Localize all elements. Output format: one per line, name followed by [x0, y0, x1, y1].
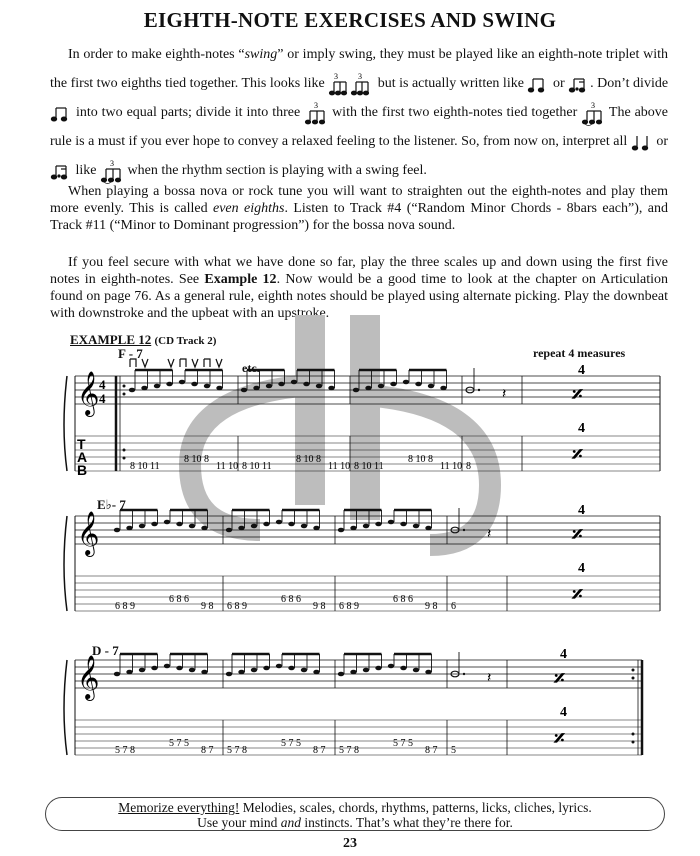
note-head — [403, 380, 409, 385]
text: . Now would be a good time to look at the chapter on Articulation found on page 76. As a general rule, eighth notes should be played using alternate picking. Play the downbeat with downstroke and the upbeat with an upstroke. — [50, 272, 669, 321]
note-head — [176, 522, 182, 527]
tab-numbers-low: 11 10 — [216, 461, 239, 472]
note-head — [388, 520, 394, 525]
note-head — [338, 672, 344, 677]
text: If you feel secure with what we have done so far, play the three scales up and down using the first five notes in eighth-notes. See — [50, 255, 668, 287]
note-head — [253, 386, 259, 391]
measure-repeat-icon: 𝄎 — [554, 726, 565, 751]
tab-numbers-low: 11 10 — [440, 461, 463, 472]
etc-label: etc. — [242, 361, 260, 375]
note-head — [288, 666, 294, 671]
tab-numbers-high: 5 7 5 — [281, 738, 301, 749]
note-head — [238, 670, 244, 675]
note-head — [413, 524, 419, 529]
tied-triplet-icon — [581, 101, 605, 125]
note-head — [313, 526, 319, 531]
note-head — [251, 668, 257, 673]
note-head — [428, 384, 434, 389]
footer-emphasis: Memorize everything! — [118, 800, 240, 815]
text: like — [75, 163, 97, 178]
page-title: EIGHTH-NOTE EXERCISES AND SWING — [143, 8, 557, 32]
note-head — [328, 386, 334, 391]
text: or — [656, 134, 669, 149]
svg-text:3: 3 — [110, 158, 114, 168]
page-number: 23 — [343, 836, 357, 851]
note-head — [363, 524, 369, 529]
note-head — [276, 520, 282, 525]
repeat-count: 4 — [578, 421, 585, 436]
note-head — [288, 522, 294, 527]
svg-text:3: 3 — [358, 71, 363, 81]
footer-line-1: Melodies, scales, chords, rhythms, patterns, licks, cliches, lyrics. — [239, 800, 592, 815]
tab-numbers-low: 8 7 — [425, 745, 438, 756]
time-signature-bottom: 4 — [99, 391, 106, 406]
note-head — [363, 668, 369, 673]
repeat-dot — [632, 741, 635, 744]
system-bracket — [64, 376, 67, 471]
tab-numbers-high: 8 10 8 — [296, 454, 321, 465]
footer-line-2-end: instincts. That’s what they’re there for. — [300, 815, 513, 830]
note-head — [266, 384, 272, 389]
tab-numbers-low: 5 7 8 — [227, 745, 247, 756]
dotted-eighth-icon — [568, 75, 590, 93]
even-eighths-paragraph — [50, 183, 668, 234]
text: In order to make eighth-notes “ — [68, 47, 245, 62]
tab-numbers-low: 8 10 11 — [130, 461, 160, 472]
treble-clef-icon: 𝄞 — [77, 511, 100, 555]
triplet-icon — [304, 101, 328, 125]
tab-numbers-low: 11 10 — [328, 461, 351, 472]
note-head — [375, 522, 381, 527]
note-head — [226, 672, 232, 677]
note-head — [440, 386, 446, 391]
tab-numbers-low: 5 7 8 — [115, 745, 135, 756]
dot — [463, 529, 465, 531]
quarter-rest-icon: 𝄽 — [502, 387, 507, 402]
footer-tip-box — [45, 797, 665, 831]
repeat-label: repeat 4 measures — [533, 346, 626, 360]
note-head — [129, 388, 135, 393]
tied-triplet-icon — [100, 159, 124, 183]
text: into two equal parts; divide it into three — [75, 105, 301, 120]
tab-letter: B — [77, 462, 88, 478]
swing-paragraph — [50, 40, 668, 185]
example-track: (CD Track 2) — [154, 335, 217, 347]
text-emphasis: swing — [244, 47, 278, 62]
note-head — [415, 382, 421, 387]
repeat-dot — [123, 449, 126, 452]
tab-numbers-low: 8 7 — [313, 745, 326, 756]
tab-numbers-low: 8 — [466, 461, 471, 472]
tab-letter: T — [77, 436, 86, 452]
note-head — [179, 380, 185, 385]
example-title: EXAMPLE 12 — [70, 332, 152, 347]
note-head — [303, 382, 309, 387]
repeat-count: 4 — [578, 503, 585, 518]
note-head — [338, 528, 344, 533]
note-head — [189, 668, 195, 673]
note-head — [191, 382, 197, 387]
quarter-rest-icon: 𝄽 — [487, 527, 492, 542]
note-head — [139, 524, 145, 529]
text: . Listen to Track #4 (“Random Minor Chords - 8bars each”), and Track #11 (“Minor to Dominant progression”) for the bossa nova sound. — [50, 201, 668, 233]
tab-numbers-low: 6 — [451, 601, 456, 612]
measure-repeat-icon: 𝄎 — [572, 382, 583, 407]
note-head — [350, 526, 356, 531]
chord-symbol-2: E♭- 7 — [97, 497, 126, 512]
tab-numbers-low: 5 — [451, 745, 456, 756]
eighth-pair-icon — [527, 75, 549, 93]
quarter-rest-icon: 𝄽 — [487, 671, 492, 686]
tab-numbers-high: 5 7 5 — [169, 738, 189, 749]
note-head — [114, 528, 120, 533]
note-head — [400, 522, 406, 527]
tab-numbers-high: 8 10 8 — [408, 454, 433, 465]
text: when the rhythm section is playing with a swing feel. — [127, 163, 427, 178]
measure-repeat-icon: 𝄎 — [572, 582, 583, 607]
note-head — [189, 524, 195, 529]
tab-numbers-low: 9 8 — [425, 601, 438, 612]
treble-clef-icon: 𝄞 — [77, 371, 100, 415]
tab-numbers-low: 6 8 9 — [339, 601, 359, 612]
eighth-pair-icon — [50, 104, 72, 122]
text: . Don’t divide — [590, 76, 669, 91]
note-head — [390, 382, 396, 387]
note-head — [400, 666, 406, 671]
repeat-dot — [123, 393, 126, 396]
chord-symbol-1: F - 7 — [118, 346, 143, 361]
example-label — [70, 332, 216, 348]
tab-numbers-low: 5 7 8 — [339, 745, 359, 756]
note-head — [204, 384, 210, 389]
note-head — [388, 664, 394, 669]
note-head — [114, 672, 120, 677]
dot — [478, 389, 480, 391]
tab-numbers-high: 5 7 5 — [393, 738, 413, 749]
tab-letter: A — [77, 449, 88, 465]
note-head — [365, 386, 371, 391]
system-bracket — [64, 516, 67, 611]
time-signature-top: 4 — [99, 377, 106, 392]
note-head — [164, 664, 170, 669]
svg-text:3: 3 — [591, 100, 596, 110]
note-head — [251, 524, 257, 529]
note-head — [226, 528, 232, 533]
tab-numbers-low: 8 10 11 — [354, 461, 384, 472]
note-head — [238, 526, 244, 531]
measure-repeat-icon: 𝄎 — [554, 666, 565, 691]
note-head — [378, 384, 384, 389]
tab-numbers-low: 8 7 — [201, 745, 214, 756]
note-head — [176, 666, 182, 671]
text: with the first two eighth-notes tied together — [332, 105, 578, 120]
note-head — [164, 520, 170, 525]
note-head — [291, 380, 297, 385]
note-head — [301, 668, 307, 673]
note-head — [216, 386, 222, 391]
quarter-pair-icon — [631, 133, 653, 151]
note-head — [141, 386, 147, 391]
footer-line-2-em: and — [280, 815, 301, 830]
note-head — [201, 670, 207, 675]
dot — [463, 673, 465, 675]
note-head — [154, 384, 160, 389]
note-head — [425, 526, 431, 531]
tab-numbers-low: 8 10 11 — [242, 461, 272, 472]
text-emphasis: even eighths — [213, 201, 285, 216]
note-head — [278, 382, 284, 387]
note-head — [301, 524, 307, 529]
note-head — [241, 388, 247, 393]
note-head — [126, 526, 132, 531]
repeat-dot — [632, 733, 635, 736]
repeat-dot — [632, 669, 635, 672]
text: ” or imply swing, they must be played like an eighth-note triplet with the first two eighths tied together. This looks like — [50, 47, 668, 91]
repeat-count: 4 — [560, 705, 567, 720]
tab-numbers-low: 9 8 — [201, 601, 214, 612]
treble-clef-icon: 𝄞 — [77, 655, 100, 699]
tab-numbers-high: 6 8 6 — [169, 594, 189, 605]
text: The above rule is a must if you ever hope to convey a relaxed feeling to the listener. So, from now on, interpret all — [50, 105, 669, 149]
note-head — [263, 522, 269, 527]
note-head — [263, 666, 269, 671]
note-head — [350, 670, 356, 675]
note-head — [201, 526, 207, 531]
tab-numbers-low: 9 8 — [313, 601, 326, 612]
note-head — [425, 670, 431, 675]
tab-numbers-low: 6 8 9 — [227, 601, 247, 612]
repeat-count: 4 — [560, 647, 567, 662]
note-head — [126, 670, 132, 675]
text: When playing a bossa nova or rock tune you will want to straighten out the eighth-notes and play them more evenly. This is called — [50, 184, 668, 216]
repeat-count: 4 — [578, 561, 585, 576]
dotted-eighth-icon — [50, 162, 72, 180]
footer-line-2: Use your mind — [197, 815, 281, 830]
text-bold: Example 12 — [204, 272, 277, 287]
measure-repeat-icon: 𝄎 — [572, 442, 583, 467]
repeat-dot — [632, 677, 635, 680]
note-head — [276, 664, 282, 669]
repeat-dot — [123, 457, 126, 460]
note-head — [166, 382, 172, 387]
note-head — [413, 668, 419, 673]
repeat-count: 4 — [578, 363, 585, 378]
svg-text:3: 3 — [314, 100, 319, 110]
repeat-dot — [123, 385, 126, 388]
note-head — [353, 388, 359, 393]
text: but is actually written like — [377, 76, 524, 91]
text: or — [552, 76, 565, 91]
note-head — [316, 384, 322, 389]
system-bracket — [64, 660, 67, 755]
note-head — [151, 666, 157, 671]
note-head — [139, 668, 145, 673]
tab-numbers-low: 6 8 9 — [115, 601, 135, 612]
triplet-figure-icon — [328, 72, 374, 96]
note-head — [151, 522, 157, 527]
note-head — [313, 670, 319, 675]
svg-text:3: 3 — [334, 71, 339, 81]
tab-numbers-high: 8 10 8 — [184, 454, 209, 465]
tab-numbers-high: 6 8 6 — [393, 594, 413, 605]
measure-repeat-icon: 𝄎 — [572, 522, 583, 547]
chord-symbol-3: D - 7 — [92, 643, 119, 658]
note-head — [375, 666, 381, 671]
tab-numbers-high: 6 8 6 — [281, 594, 301, 605]
